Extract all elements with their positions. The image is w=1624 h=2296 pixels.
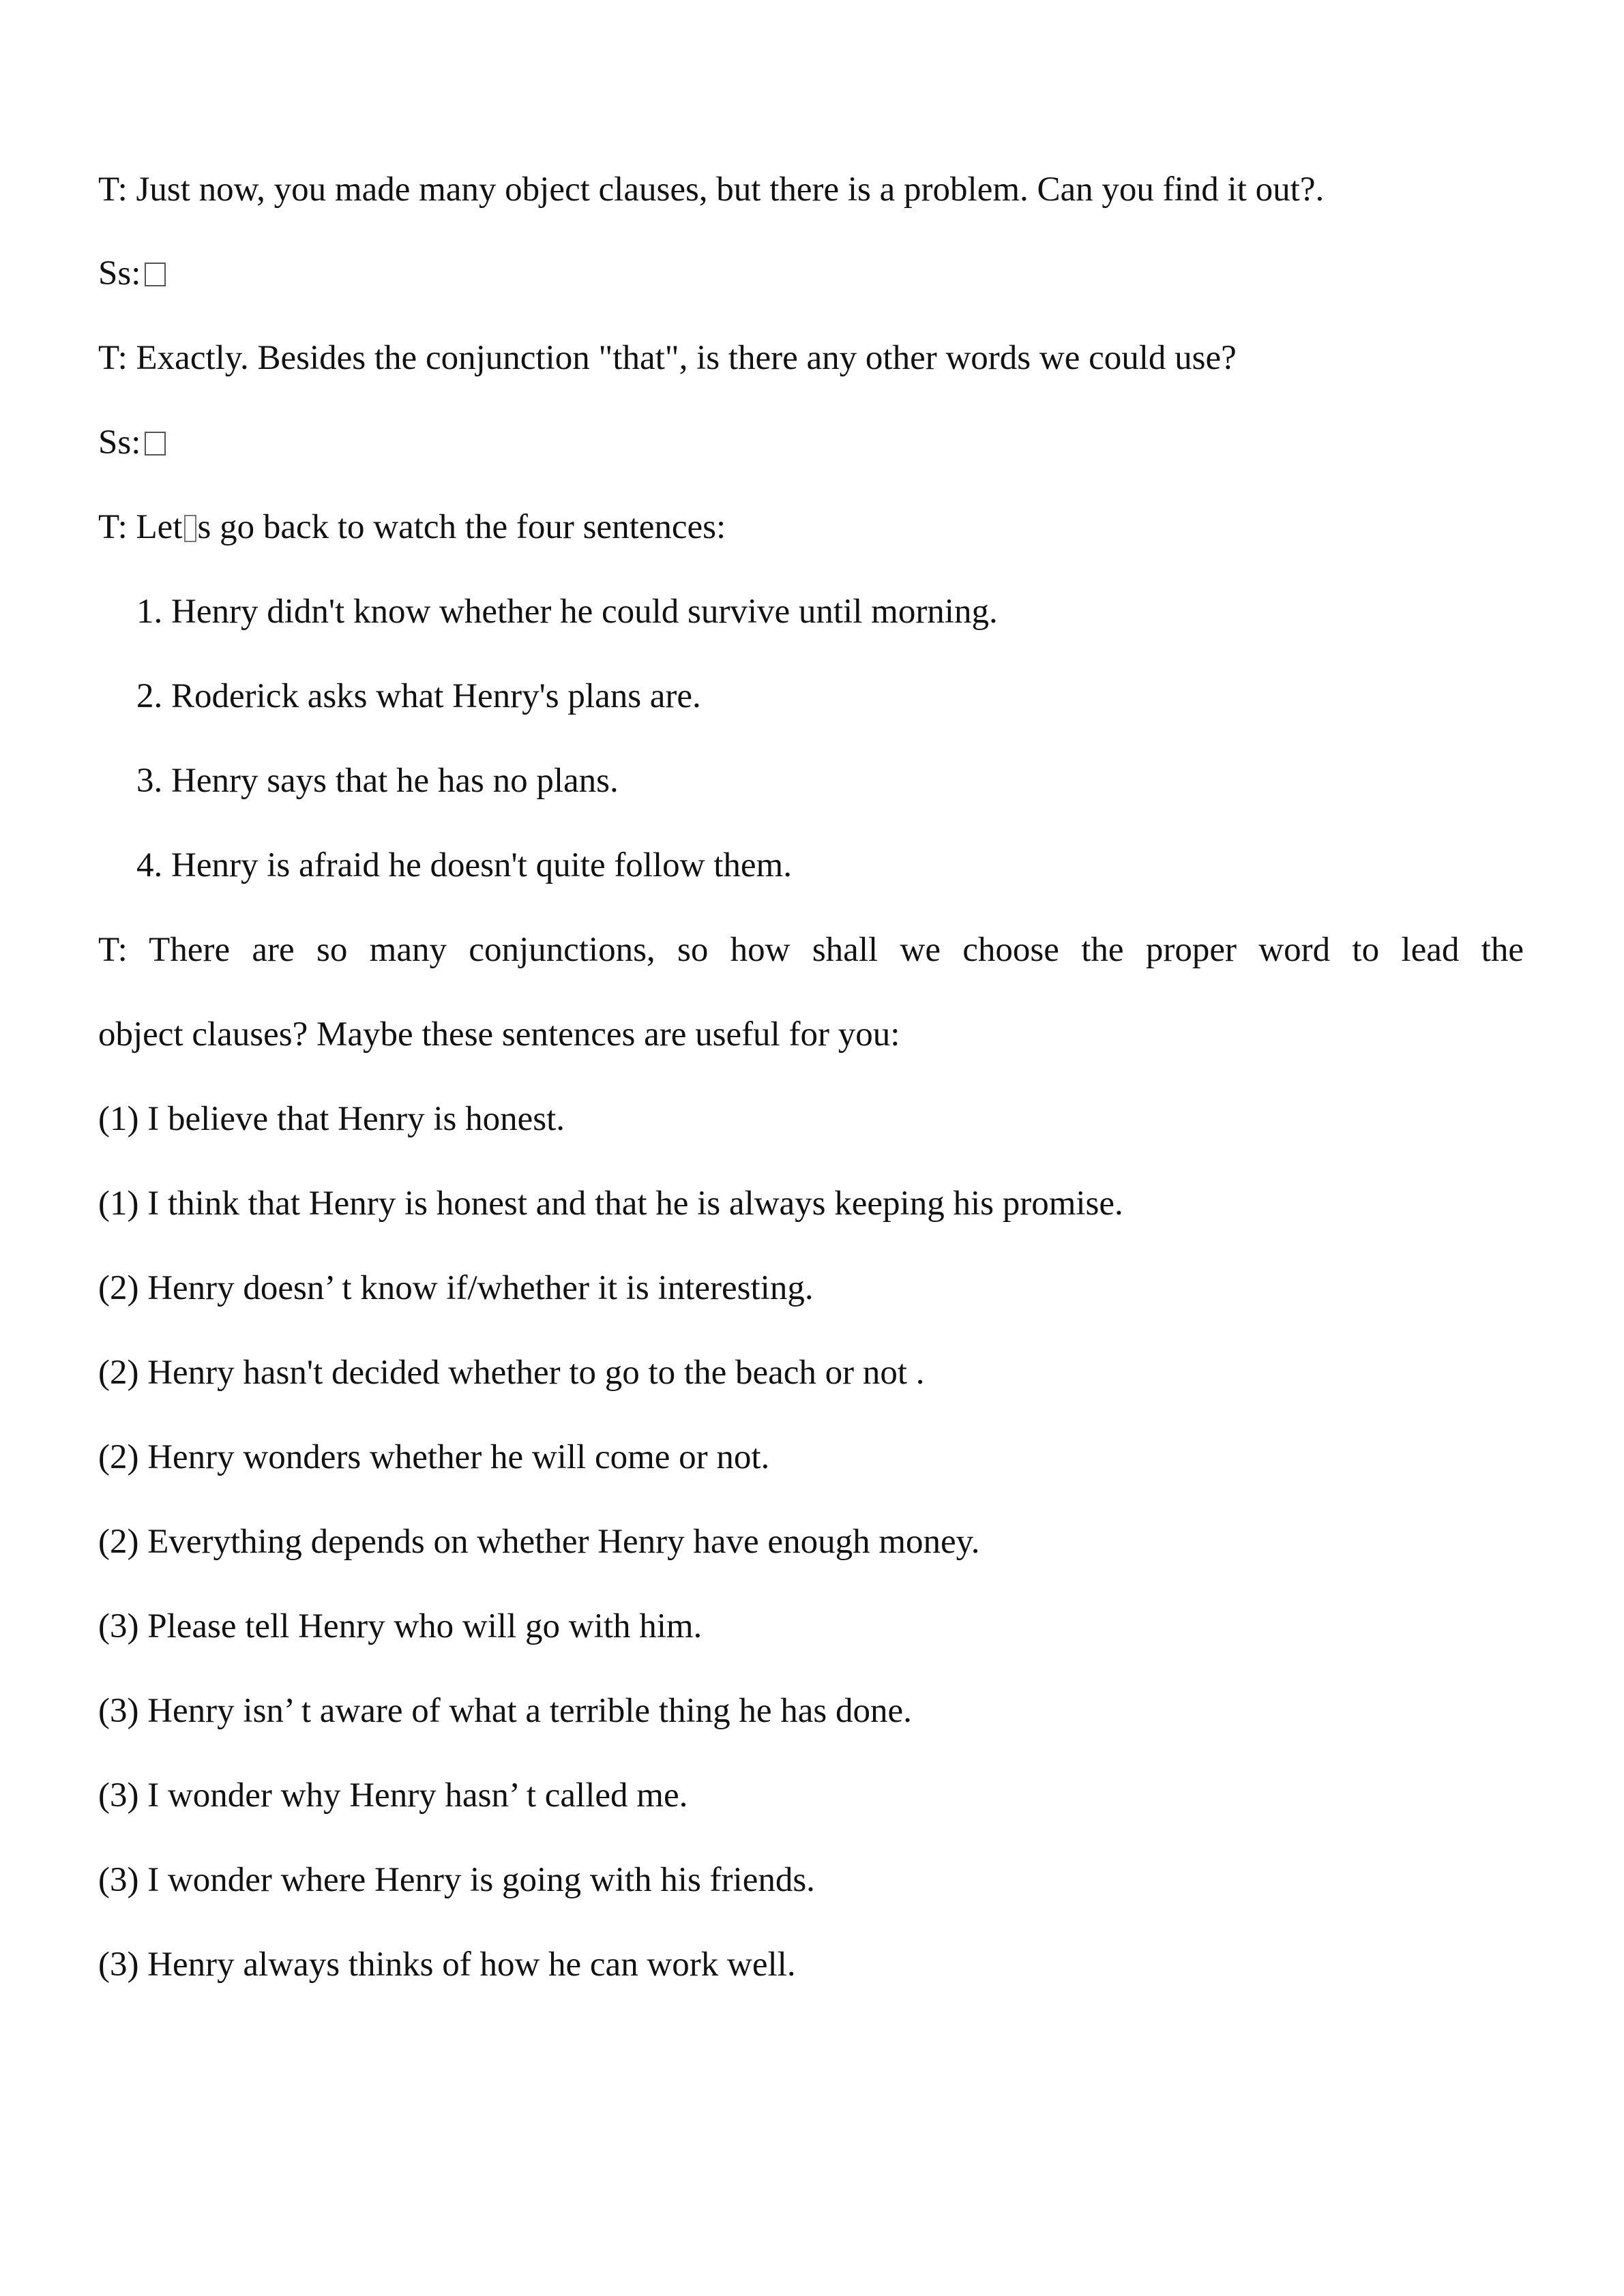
rule-example-7	[98, 1606, 702, 1647]
line-text: object clauses? Maybe these sentences are useful for you:	[98, 1015, 900, 1054]
rule-example-11	[98, 1944, 796, 1985]
teacher-line-2	[98, 338, 1237, 378]
example-sentence-3	[136, 760, 619, 801]
line-text: (1) I believe that Henry is honest.	[98, 1100, 565, 1138]
line-text-end: s go back to watch the four sentences:	[197, 508, 726, 546]
missing-glyph-box-icon	[145, 263, 166, 286]
example-sentence-1	[136, 591, 998, 632]
rule-example-5	[98, 1437, 769, 1478]
missing-apostrophe-icon	[184, 515, 196, 542]
line-text-start: T: Let	[98, 508, 183, 546]
students-line-2	[98, 422, 166, 463]
rule-example-4	[98, 1352, 925, 1393]
rule-example-8	[98, 1690, 912, 1731]
rule-example-9	[98, 1775, 688, 1816]
line-text: 3. Henry says that he has no plans.	[136, 762, 619, 800]
line-text: Ss:	[98, 423, 141, 462]
line-text: (3) Henry always thinks of how he can work well.	[98, 1945, 796, 1984]
teacher-line-1	[98, 169, 1324, 210]
line-text: 2. Roderick asks what Henry's plans are.	[136, 677, 701, 715]
rule-example-2	[98, 1183, 1123, 1224]
line-text: 1. Henry didn't know whether he could survive until morning.	[136, 593, 998, 631]
line-text: (1) I think that Henry is honest and that he is always keeping his promise.	[98, 1184, 1123, 1223]
line-text: 4. Henry is afraid he doesn't quite follow them.	[136, 846, 792, 884]
example-sentence-4	[136, 845, 792, 886]
missing-glyph-box-icon	[145, 432, 166, 456]
line-text: (2) Everything depends on whether Henry have enough money.	[98, 1523, 980, 1561]
line-text: T: There are so many conjunctions, so how shall we choose the proper word to lead the	[98, 931, 1524, 969]
line-text: T: Exactly. Besides the conjunction "that", is there any other words we could use?	[98, 339, 1237, 377]
teacher-line-4-continued	[98, 1014, 900, 1055]
line-text: T: Just now, you made many object clauses, but there is a problem. Can you find it out?.	[98, 170, 1325, 209]
students-line-1	[98, 253, 166, 294]
line-text: Ss:	[98, 254, 141, 293]
line-text: (2) Henry wonders whether he will come or not.	[98, 1438, 770, 1476]
rule-example-6	[98, 1521, 980, 1562]
example-sentence-2	[136, 676, 701, 717]
rule-example-10	[98, 1860, 815, 1900]
rule-example-3	[98, 1268, 814, 1309]
teacher-line-3	[98, 507, 726, 548]
line-text: (2) Henry hasn't decided whether to go to the beach or not .	[98, 1354, 925, 1392]
rule-example-1	[98, 1099, 565, 1139]
line-text: (3) I wonder where Henry is going with his friends.	[98, 1861, 815, 1899]
line-text: (3) I wonder why Henry hasn’ t called me.	[98, 1776, 688, 1815]
line-text: (2) Henry doesn’ t know if/whether it is interesting.	[98, 1269, 814, 1307]
line-text: (3) Henry isn’ t aware of what a terrible thing he has done.	[98, 1692, 912, 1730]
teacher-line-4	[98, 929, 1524, 970]
line-text: (3) Please tell Henry who will go with him.	[98, 1607, 703, 1645]
